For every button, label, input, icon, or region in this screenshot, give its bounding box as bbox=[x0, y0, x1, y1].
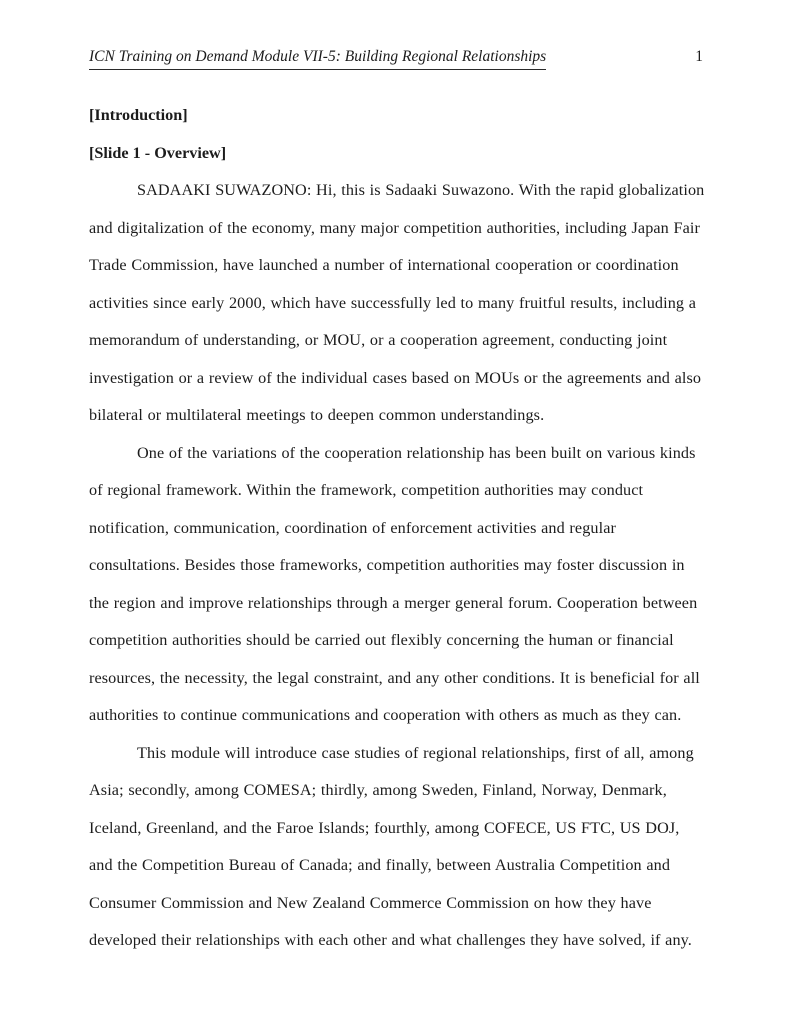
section-heading-introduction: [Introduction] bbox=[89, 106, 188, 124]
running-header-title: ICN Training on Demand Module VII-5: Building Regional Relationships bbox=[89, 46, 546, 70]
paragraph-3: This module will introduce case studies of regional relationships, first of all, among Asia; secondly, among COMESA; thirdly, among Sweden, Finland, Norway, Denmark, Iceland, Greenland, and the Faroe Islands; fourthly, among COFECE, US FTC, US DOJ, and the Competition Bureau of Canada; and finally, between Australia Competition and Consumer Commission and New Zealand Commerce Commission on how they have developed their relationships with each other and what challenges they have solved, if any. bbox=[89, 743, 694, 949]
paragraph-2: One of the variations of the cooperation relationship has been built on various kinds of regional framework. Within the framework, competition authorities may conduct notification, communication, coordination of enforcement activities and regular consultations. Besides those frameworks, competition authorities may foster discussion in the region and improve relationships through a merger general forum. Cooperation between competition authorities should be carried out flexibly concerning the human or financial resources, the necessity, the legal constraint, and any other conditions. It is beneficial for all authorities to continue communications and cooperation with others as much as they can. bbox=[89, 443, 700, 724]
paragraph-1: SADAAKI SUWAZONO: Hi, this is Sadaaki Suwazono. With the rapid globalization and digitalization of the economy, many major competition authorities, including Japan Fair Trade Commission, have launched a number of international cooperation or coordination activities since early 2000, which have successfully led to many fruitful results, including a memorandum of understanding, or MOU, or a cooperation agreement, conducting joint investigation or a review of the individual cases based on MOUs or the agreements and also bilateral or multilateral meetings to deepen common understandings. bbox=[89, 181, 705, 424]
document-body bbox=[89, 97, 705, 960]
page-number: 1 bbox=[695, 48, 703, 65]
section-heading-slide1-overview: [Slide 1 - Overview] bbox=[89, 143, 227, 162]
running-header bbox=[89, 46, 703, 70]
